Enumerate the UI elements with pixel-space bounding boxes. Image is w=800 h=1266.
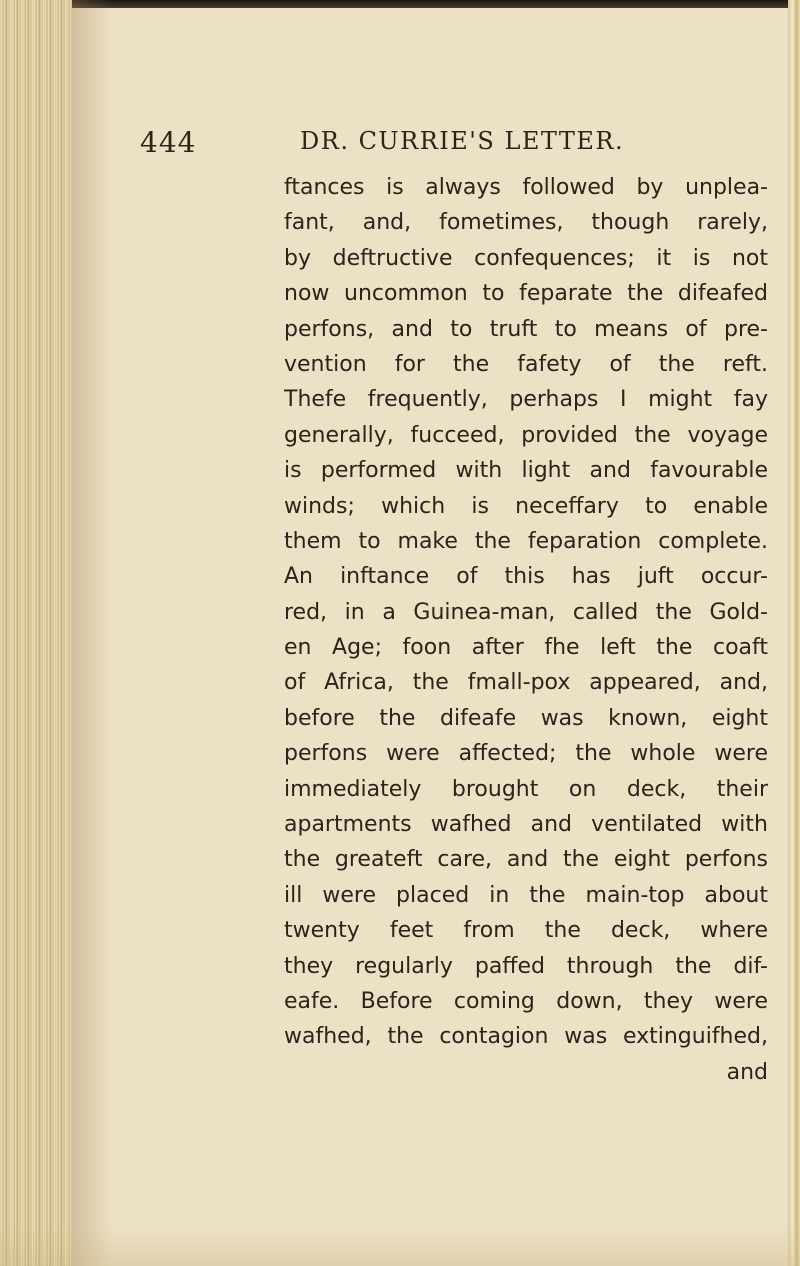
- text-line: en Age; foon after fhe left the coaft: [284, 635, 768, 661]
- text-line: before the difeafe was known, eight: [284, 705, 768, 731]
- text-line: twenty feet from the deck, where: [284, 918, 768, 944]
- text-line: Thefe frequently, perhaps I might fay: [284, 387, 768, 413]
- page-bottom-shadow: [0, 1226, 800, 1266]
- text-line: fant, and, fometimes, though rarely,: [284, 210, 768, 236]
- text-line: the greateft care, and the eight perfons: [284, 847, 768, 873]
- text-line: is performed with light and favourable: [284, 458, 768, 484]
- text-line: eafe. Before coming down, they were: [284, 988, 768, 1014]
- text-line: apartments wafhed and ventilated with: [284, 812, 768, 838]
- catchword: and: [726, 1059, 768, 1085]
- gutter-shadow: [72, 0, 112, 1266]
- page-top-edge: [0, 0, 800, 8]
- text-line: An inftance of this has juft occur-: [284, 564, 768, 590]
- book-page-edges: [0, 0, 72, 1266]
- page-number: 444: [140, 126, 197, 159]
- text-line: vention for the fafety of the reft.: [284, 351, 768, 377]
- text-line: wafhed, the contagion was extinguifhed,: [284, 1024, 768, 1050]
- text-line: generally, fucceed, provided the voyage: [284, 422, 768, 448]
- running-title: DR. CURRIE'S LETTER.: [300, 127, 625, 155]
- text-line: red, in a Guinea-man, called the Gold-: [284, 599, 768, 625]
- text-line: they regularly paffed through the dif-: [284, 953, 768, 979]
- text-line: them to make the feparation complete.: [284, 528, 768, 554]
- text-line: of Africa, the fmall-pox appeared, and,: [284, 670, 768, 696]
- text-line: winds; which is neceffary to enable: [284, 493, 768, 519]
- text-line: ftances is always followed by unplea-: [284, 175, 768, 200]
- text-line: ill were placed in the main-top about: [284, 882, 768, 908]
- text-line: by deftructive confequences; it is not: [284, 245, 768, 271]
- text-line: immediately brought on deck, their: [284, 776, 768, 802]
- text-line: perfons were affected; the whole were: [284, 741, 768, 767]
- page-right-edge: [788, 0, 800, 1266]
- text-line: perfons, and to truft to means of pre-: [284, 316, 768, 342]
- text-line: now uncommon to feparate the difeafed: [284, 281, 768, 307]
- body-text: [284, 170, 768, 1090]
